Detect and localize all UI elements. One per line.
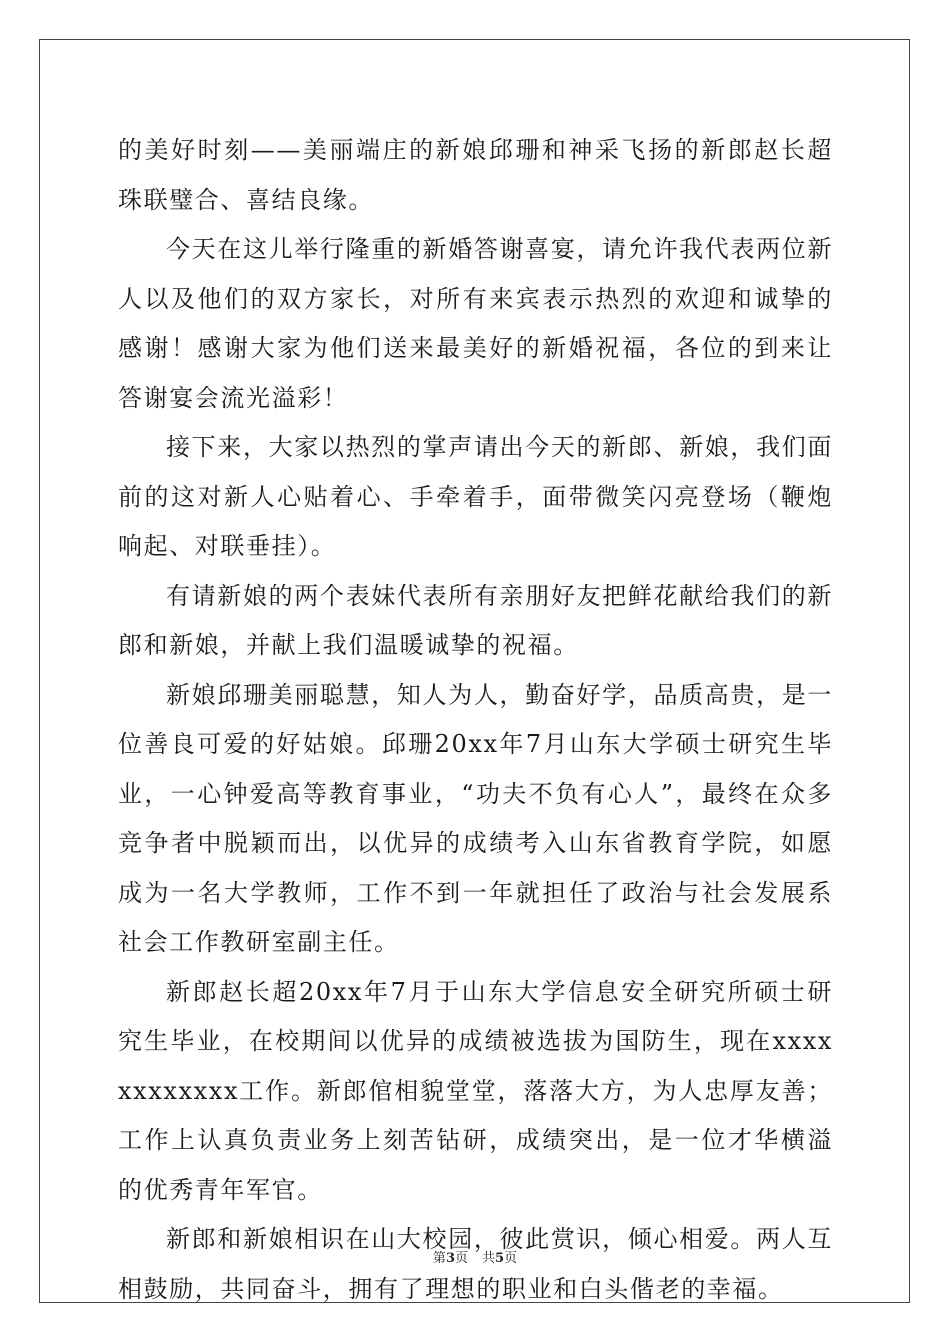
page-footer (0, 1247, 950, 1266)
paragraph-1: 的美好时刻——美丽端庄的新娘邱珊和神采飞扬的新郎赵长超珠联璧合、喜结良缘。 (118, 136, 833, 214)
page-prefix: 第 (432, 1251, 446, 1266)
total-suffix: 页 (504, 1251, 518, 1266)
page-current: 3 (445, 1251, 455, 1266)
paragraph-7: 新郎和新娘相识在山大校园，彼此赏识，倾心相爱。两人互相鼓励，共同奋斗，拥有了理想的职业和白头偕老的幸福。 (118, 1225, 833, 1303)
paragraph-3: 接下来，大家以热烈的掌声请出今天的新郎、新娘，我们面前的这对新人心贴着心、手牵着手，面带微笑闪亮登场（鞭炮响起、对联垂挂）。 (118, 433, 833, 560)
total-prefix: 共 (482, 1251, 496, 1266)
paragraph-2: 今天在这儿举行隆重的新婚答谢喜宴，请允许我代表两位新人以及他们的双方家长，对所有来宾表示热烈的欢迎和诚挚的感谢！感谢大家为他们送来最美好的新婚祝福，各位的到来让答谢宴会流光溢彩！ (118, 235, 833, 412)
paragraph-5: 新娘邱珊美丽聪慧，知人为人，勤奋好学，品质高贵，是一位善良可爱的好姑娘。邱珊20xx年7月山东大学硕士研究生毕业，一心钟爱高等教育事业，“功夫不负有心人”，最终在众多竞争者中脱颖而出，以优异的成绩考入山东省教育学院，如愿成为一名大学教师，工作不到一年就担任了政治与社会发展系社会工作教研室副主任。 (118, 680, 833, 956)
paragraph-6: 新郎赵长超20xx年7月于山东大学信息安全研究所硕士研究生毕业，在校期间以优异的成绩被选拔为国防生，现在xxxxxxxxxxxx工作。新郎倌相貌堂堂，落落大方，为人忠厚友善；工作上认真负责业务上刻苦钻研，成绩突出，是一位才华横溢的优秀青年军官。 (118, 977, 833, 1204)
page-total: 5 (495, 1251, 505, 1266)
document-body (118, 126, 833, 1314)
page-suffix: 页 (454, 1251, 468, 1266)
paragraph-4: 有请新娘的两个表妹代表所有亲朋好友把鲜花献给我们的新郎和新娘，并献上我们温暖诚挚的祝福。 (118, 581, 833, 659)
